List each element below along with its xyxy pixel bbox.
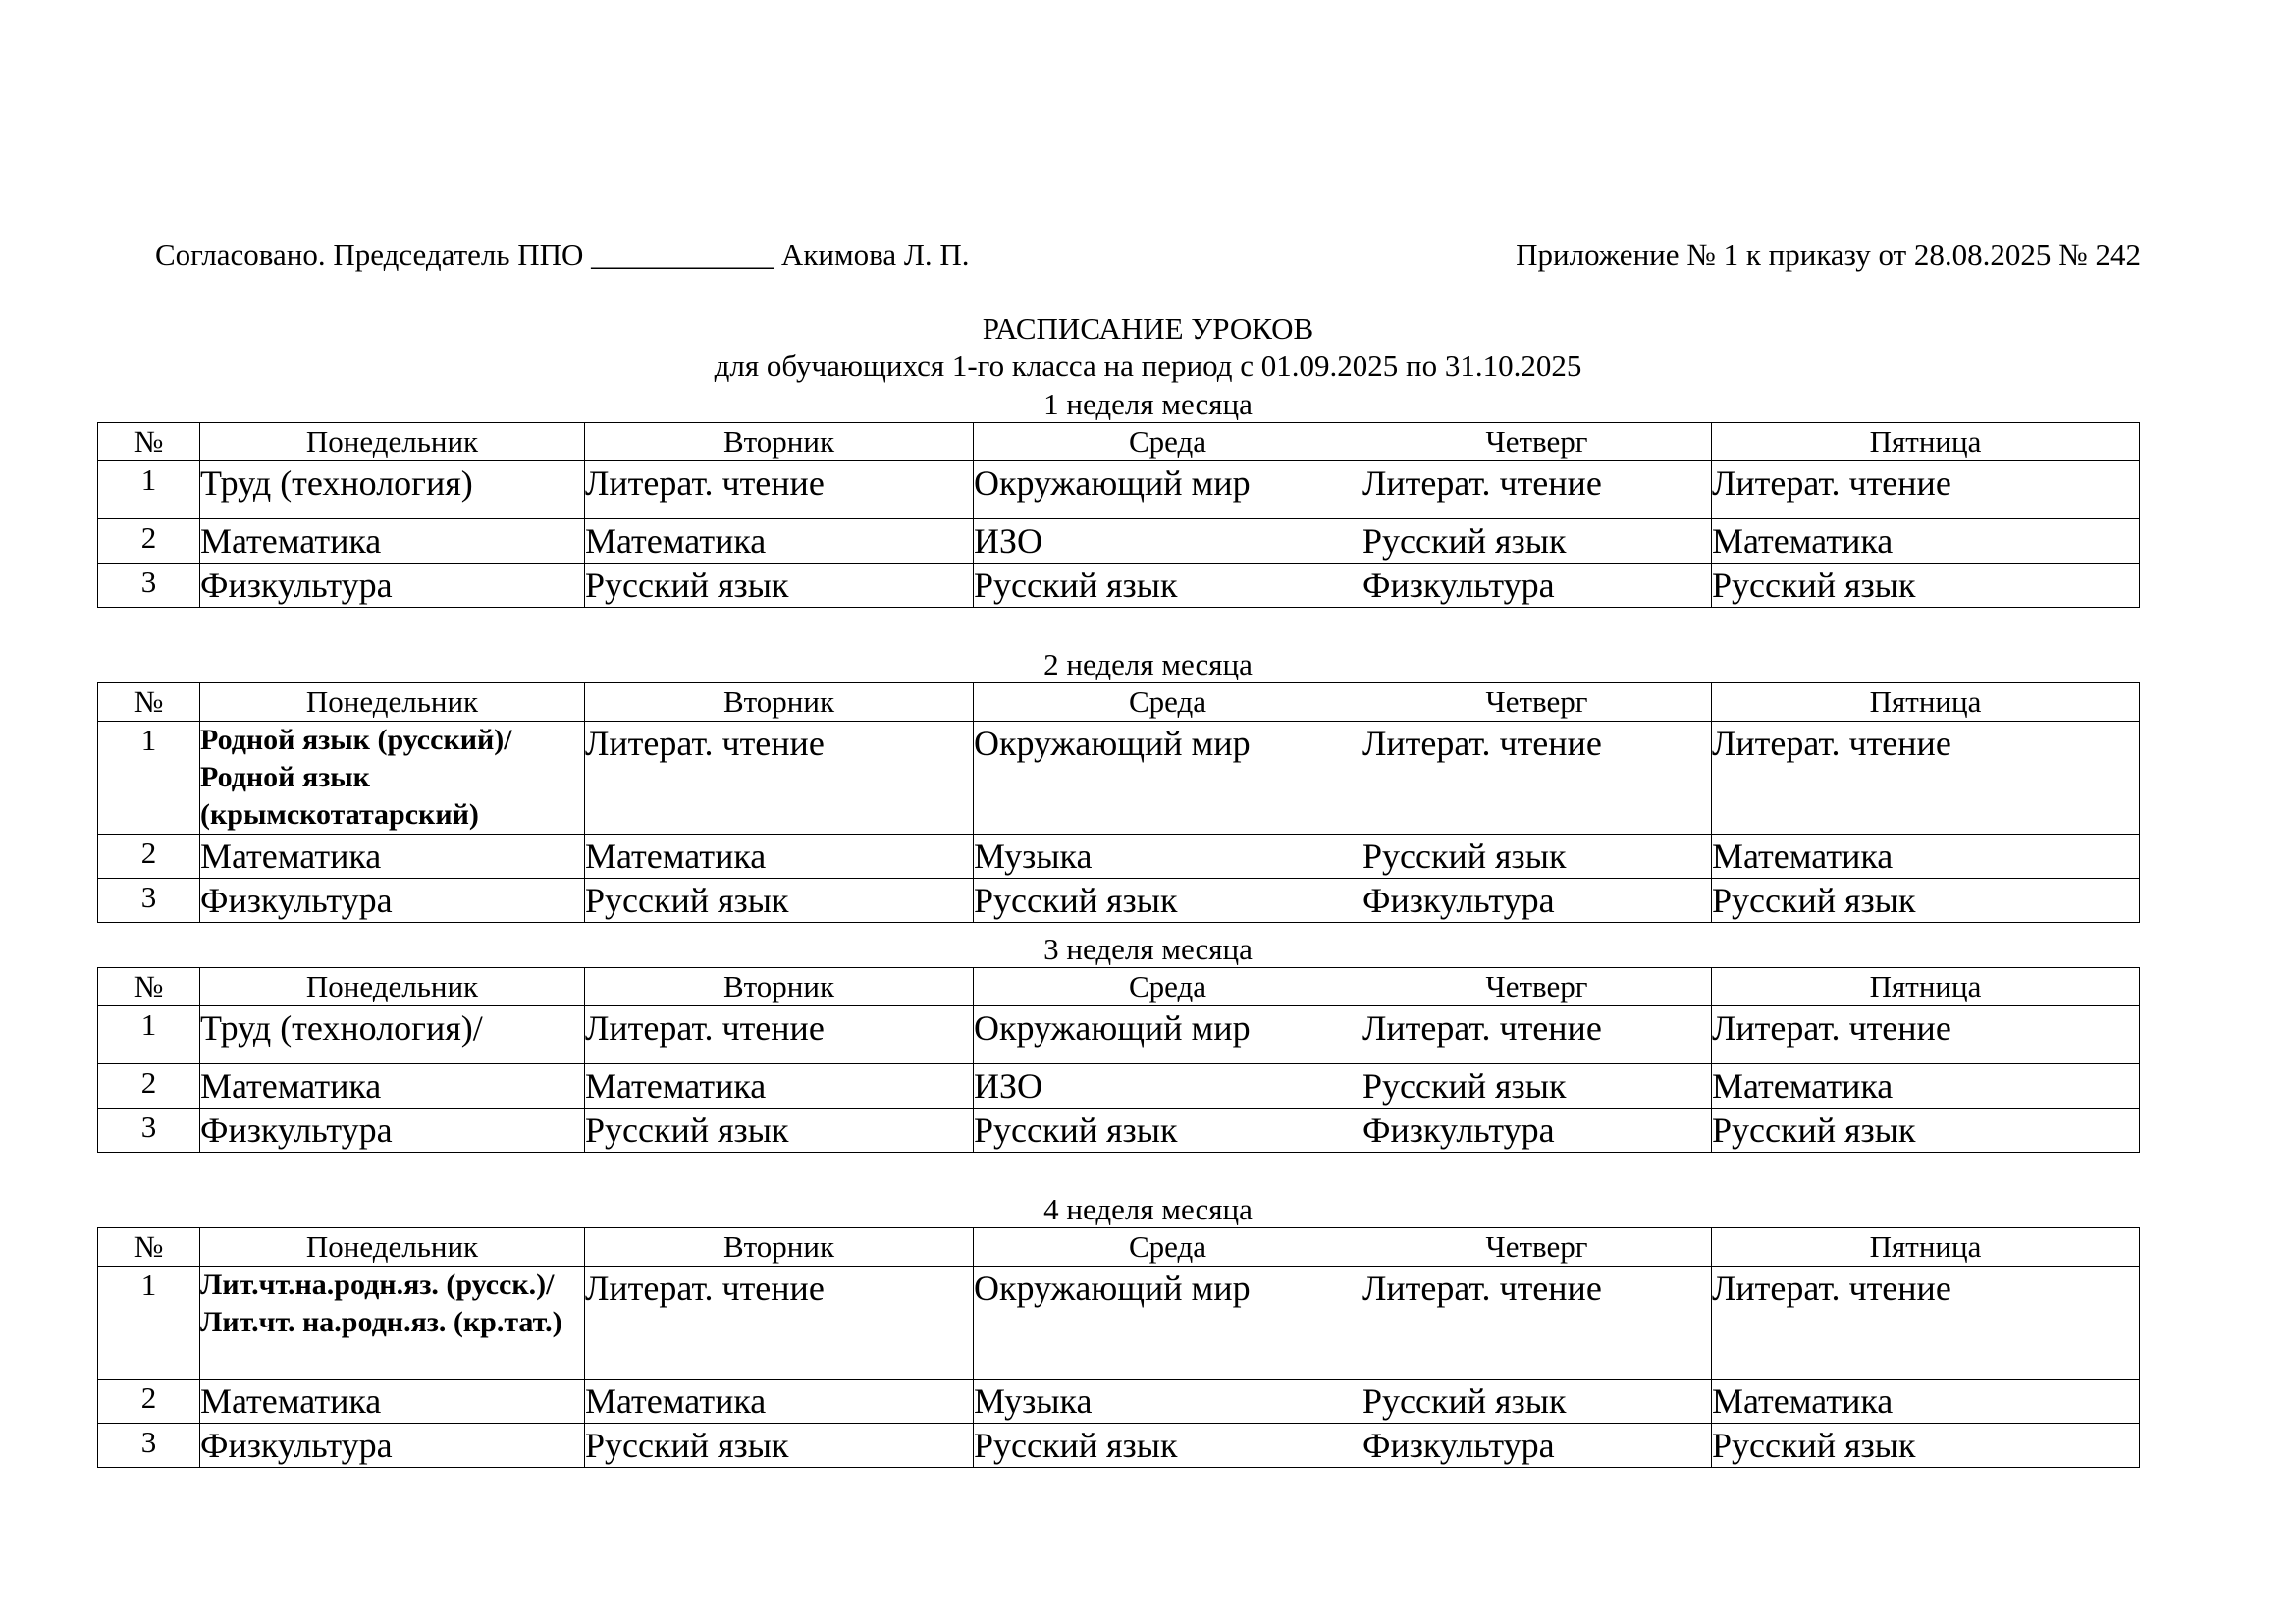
lesson-cell: Музыка xyxy=(974,835,1362,879)
lesson-cell: Русский язык xyxy=(585,1424,974,1468)
lesson-cell: Русский язык xyxy=(974,1109,1362,1153)
lesson-cell: Русский язык xyxy=(585,879,974,923)
table-row xyxy=(98,1064,2140,1109)
lesson-cell: Математика xyxy=(200,835,585,879)
week-4-table xyxy=(97,1227,2140,1468)
lesson-cell: Труд (технология)/ xyxy=(200,1006,585,1064)
lesson-number: 2 xyxy=(98,1380,200,1424)
header-row xyxy=(98,968,2140,1006)
appendix-reference: Приложение № 1 к приказу от 28.08.2025 № 242 xyxy=(1516,238,2141,272)
lesson-cell: Литерат. чтение xyxy=(1712,722,2140,835)
table-row xyxy=(98,1006,2140,1064)
lesson-cell: Физкультура xyxy=(200,1109,585,1153)
lesson-cell: Русский язык xyxy=(585,1109,974,1153)
lesson-cell: Математика xyxy=(200,1064,585,1109)
lesson-number: 3 xyxy=(98,1424,200,1468)
column-header: Понедельник xyxy=(200,968,585,1006)
lesson-cell: Математика xyxy=(1712,519,2140,564)
lesson-number: 3 xyxy=(98,879,200,923)
week-2-label: 2 неделя месяца xyxy=(1043,647,1253,681)
lesson-cell: Физкультура xyxy=(200,879,585,923)
document-title: РАСПИСАНИЕ УРОКОВ xyxy=(982,311,1314,346)
lesson-cell: Литерат. чтение xyxy=(585,461,974,519)
table-row xyxy=(98,519,2140,564)
lesson-number: 1 xyxy=(98,1267,200,1380)
table-row xyxy=(98,835,2140,879)
lesson-cell: Физкультура xyxy=(1362,1424,1712,1468)
lesson-cell: Математика xyxy=(585,835,974,879)
lesson-cell: Математика xyxy=(200,519,585,564)
header-row xyxy=(98,1228,2140,1267)
lesson-cell: Русский язык xyxy=(974,879,1362,923)
column-header: Четверг xyxy=(1362,1228,1712,1267)
lesson-cell: Русский язык xyxy=(974,564,1362,608)
lesson-cell: Математика xyxy=(1712,1064,2140,1109)
column-header: Понедельник xyxy=(200,1228,585,1267)
lesson-cell: Русский язык xyxy=(1362,835,1712,879)
table-row xyxy=(98,564,2140,608)
lesson-cell: Математика xyxy=(585,1380,974,1424)
lesson-number: 3 xyxy=(98,1109,200,1153)
column-header: Пятница xyxy=(1712,968,2140,1006)
document-subtitle: для обучающихся 1-го класса на период с 01.09.2025 по 31.10.2025 xyxy=(714,349,1582,383)
table-row xyxy=(98,1267,2140,1380)
lesson-cell: Окружающий мир xyxy=(974,722,1362,835)
lesson-cell: Физкультура xyxy=(200,564,585,608)
lesson-cell: Литерат. чтение xyxy=(1362,722,1712,835)
lesson-cell: Лит.чт.на.родн.яз. (русск.)/Лит.чт. на.родн.яз. (кр.тат.) xyxy=(200,1267,585,1380)
lesson-number: 1 xyxy=(98,1006,200,1064)
header-row xyxy=(98,683,2140,722)
table-row xyxy=(98,1424,2140,1468)
table-row xyxy=(98,879,2140,923)
column-header: Среда xyxy=(974,423,1362,461)
week-4-label: 4 неделя месяца xyxy=(1043,1192,1253,1226)
lesson-cell: Литерат. чтение xyxy=(1712,1267,2140,1380)
lesson-number: 1 xyxy=(98,722,200,835)
table-row xyxy=(98,1380,2140,1424)
lesson-cell: Труд (технология) xyxy=(200,461,585,519)
column-header: Пятница xyxy=(1712,683,2140,722)
column-header: Вторник xyxy=(585,423,974,461)
document-title-block xyxy=(0,310,2296,385)
lesson-cell: Литерат. чтение xyxy=(1362,461,1712,519)
lesson-number: 2 xyxy=(98,835,200,879)
lesson-cell: Математика xyxy=(1712,835,2140,879)
lesson-number: 1 xyxy=(98,461,200,519)
lesson-cell: Литерат. чтение xyxy=(585,722,974,835)
lesson-cell: Математика xyxy=(585,1064,974,1109)
lesson-cell: Русский язык xyxy=(1712,564,2140,608)
column-header: № xyxy=(98,968,200,1006)
lesson-cell: Физкультура xyxy=(1362,1109,1712,1153)
approval-line: Согласовано. Председатель ППО ____________ Акимова Л. П. xyxy=(155,238,970,272)
column-header: Вторник xyxy=(585,1228,974,1267)
column-header: Четверг xyxy=(1362,683,1712,722)
column-header: Вторник xyxy=(585,683,974,722)
column-header: Пятница xyxy=(1712,1228,2140,1267)
lesson-cell: Окружающий мир xyxy=(974,1267,1362,1380)
lesson-cell: Русский язык xyxy=(974,1424,1362,1468)
lesson-cell: Родной язык (русский)/Родной язык (крымскотатарский) xyxy=(200,722,585,835)
column-header: № xyxy=(98,423,200,461)
week-1-table xyxy=(97,422,2140,608)
lesson-number: 2 xyxy=(98,519,200,564)
lesson-cell: Литерат. чтение xyxy=(1362,1267,1712,1380)
column-header: Среда xyxy=(974,1228,1362,1267)
column-header: Вторник xyxy=(585,968,974,1006)
lesson-cell: Музыка xyxy=(974,1380,1362,1424)
lesson-cell: Литерат. чтение xyxy=(1712,1006,2140,1064)
week-3-label: 3 неделя месяца xyxy=(1043,932,1253,966)
lesson-cell: Окружающий мир xyxy=(974,461,1362,519)
column-header: Понедельник xyxy=(200,683,585,722)
table-row xyxy=(98,1109,2140,1153)
column-header: Среда xyxy=(974,683,1362,722)
table-row xyxy=(98,722,2140,835)
column-header: № xyxy=(98,683,200,722)
lesson-cell: ИЗО xyxy=(974,519,1362,564)
column-header: Среда xyxy=(974,968,1362,1006)
lesson-number: 2 xyxy=(98,1064,200,1109)
lesson-cell: Математика xyxy=(1712,1380,2140,1424)
week-3-table xyxy=(97,967,2140,1153)
lesson-cell: ИЗО xyxy=(974,1064,1362,1109)
lesson-cell: Русский язык xyxy=(1712,1424,2140,1468)
lesson-cell: Физкультура xyxy=(1362,564,1712,608)
column-header: Пятница xyxy=(1712,423,2140,461)
lesson-cell: Физкультура xyxy=(1362,879,1712,923)
lesson-cell: Русский язык xyxy=(585,564,974,608)
lesson-cell: Физкультура xyxy=(200,1424,585,1468)
lesson-cell: Литерат. чтение xyxy=(585,1267,974,1380)
lesson-cell: Литерат. чтение xyxy=(585,1006,974,1064)
lesson-cell: Окружающий мир xyxy=(974,1006,1362,1064)
table-row xyxy=(98,461,2140,519)
lesson-cell: Русский язык xyxy=(1362,1380,1712,1424)
lesson-cell: Русский язык xyxy=(1362,1064,1712,1109)
lesson-number: 3 xyxy=(98,564,200,608)
lesson-cell: Литерат. чтение xyxy=(1712,461,2140,519)
week-2-table xyxy=(97,682,2140,923)
lesson-cell: Русский язык xyxy=(1712,1109,2140,1153)
lesson-cell: Математика xyxy=(585,519,974,564)
column-header: Четверг xyxy=(1362,423,1712,461)
column-header: Четверг xyxy=(1362,968,1712,1006)
column-header: № xyxy=(98,1228,200,1267)
lesson-cell: Математика xyxy=(200,1380,585,1424)
lesson-cell: Русский язык xyxy=(1362,519,1712,564)
lesson-cell: Литерат. чтение xyxy=(1362,1006,1712,1064)
header-row xyxy=(98,423,2140,461)
column-header: Понедельник xyxy=(200,423,585,461)
lesson-cell: Русский язык xyxy=(1712,879,2140,923)
week-1-label: 1 неделя месяца xyxy=(1043,387,1253,421)
